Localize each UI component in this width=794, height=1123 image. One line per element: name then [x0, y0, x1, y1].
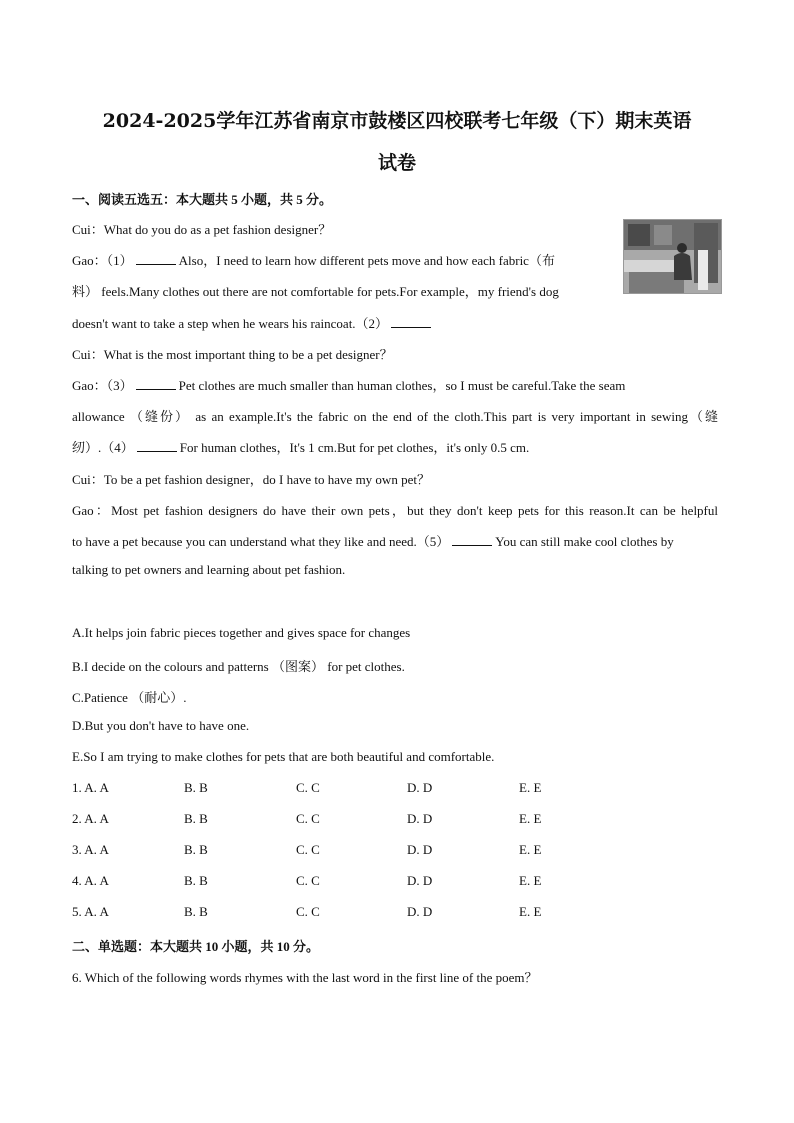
q2-option-e[interactable]: E. E	[519, 811, 542, 826]
dialogue-line-12: talking to pet owners and learning about pet fashion.	[72, 562, 346, 577]
q3-option-c[interactable]: C. C	[296, 842, 320, 857]
blank-5[interactable]	[452, 533, 492, 546]
speaker-blank-1-prefix: Gao：（1）	[72, 253, 133, 268]
dialogue-line-8	[72, 437, 529, 456]
q1-option-e[interactable]: E. E	[519, 780, 542, 795]
blank-3[interactable]	[136, 377, 176, 390]
q3-option-d[interactable]: D. D	[407, 842, 433, 857]
choice-d: D.But you don't have to have one.	[72, 718, 250, 733]
q2-option-d[interactable]: D. D	[407, 811, 433, 826]
q4-option-e[interactable]: E. E	[519, 873, 542, 888]
q5-option-c[interactable]: C. C	[296, 904, 320, 919]
q2-option-a[interactable]: 2. A. A	[72, 811, 109, 826]
designer-photo	[623, 219, 722, 294]
blank-4-prefix: 纫）.（4）	[72, 440, 134, 455]
dialogue-line-2	[72, 250, 555, 269]
dialogue-line-6-text: Pet clothes are much smaller than human clothes，so I must be careful.Take the seam	[178, 378, 626, 393]
dialogue-line-11-tail: You can still make cool clothes by	[495, 534, 674, 549]
q4-option-c[interactable]: C. C	[296, 873, 320, 888]
dialogue-line-6	[72, 375, 625, 394]
q5-option-e[interactable]: E. E	[519, 904, 542, 919]
q4-option-b[interactable]: B. B	[184, 873, 208, 888]
blank-1[interactable]	[136, 252, 176, 265]
question-row-2	[72, 811, 672, 829]
question-6: 6. Which of the following words rhymes with the last word in the first line of the poem？	[72, 970, 538, 985]
q1-option-b[interactable]: B. B	[184, 780, 208, 795]
blank-4[interactable]	[137, 439, 177, 452]
choice-a: A.It helps join fabric pieces together and gives space for changes	[72, 625, 411, 640]
dialogue-line-11-text: to have a pet because you can understand what they like and need.（5）	[72, 534, 450, 549]
question-row-5	[72, 904, 672, 922]
q1-option-a[interactable]: 1. A. A	[72, 780, 109, 795]
q4-option-a[interactable]: 4. A. A	[72, 873, 109, 888]
q1-option-d[interactable]: D. D	[407, 780, 433, 795]
blank-2[interactable]	[391, 315, 431, 328]
q1-option-c[interactable]: C. C	[296, 780, 320, 795]
q3-option-b[interactable]: B. B	[184, 842, 208, 857]
dialogue-line-2-text: Also，I need to learn how different pets move and how each fabric（布	[178, 253, 555, 268]
q2-option-c[interactable]: C. C	[296, 811, 320, 826]
dialogue-line-1: Cui：What do you do as a pet fashion designer？	[72, 222, 332, 237]
dialogue-line-3: 料） feels.Many clothes out there are not comfortable for pets.For example，my friend's dog	[72, 284, 559, 299]
dialogue-line-4-text: doesn't want to take a step when he wears his raincoat.（2）	[72, 316, 389, 331]
document-title-line1: 2024-2025学年江苏省南京市鼓楼区四校联考七年级（下）期末英语	[102, 110, 692, 132]
q5-option-d[interactable]: D. D	[407, 904, 433, 919]
q3-option-a[interactable]: 3. A. A	[72, 842, 109, 857]
dialogue-line-8-text: For human clothes，It's 1 cm.But for pet clothes，it's only 0.5 cm.	[179, 440, 530, 455]
q5-option-b[interactable]: B. B	[184, 904, 208, 919]
speaker-blank-3-prefix: Gao：（3）	[72, 378, 133, 393]
dialogue-line-7: allowance （缝份） as an example.It's the fabric on the end of the cloth.This part is very important in sewing（缝	[72, 409, 718, 424]
choice-c: C.Patience （耐心）.	[72, 690, 187, 705]
section1-heading: 一、阅读五选五：本大题共 5 小题，共 5 分。	[72, 192, 333, 207]
dialogue-line-11	[72, 531, 674, 550]
dialogue-line-4	[72, 313, 434, 332]
choice-e: E.So I am trying to make clothes for pets that are both beautiful and comfortable.	[72, 749, 495, 764]
dialogue-line-9: Cui：To be a pet fashion designer，do I have to have my own pet？	[72, 472, 430, 487]
dialogue-line-10: Gao：Most pet fashion designers do have their own pets，but they don't keep pets for this reason.It can be helpful	[72, 503, 718, 518]
document-title-line2: 试卷	[377, 152, 416, 174]
question-row-3	[72, 842, 672, 860]
section2-heading: 二、单选题：本大题共 10 小题，共 10 分。	[72, 939, 320, 954]
choice-b: B.I decide on the colours and patterns （图案） for pet clothes.	[72, 659, 405, 674]
dialogue-line-5: Cui：What is the most important thing to be a pet designer？	[72, 347, 393, 362]
q5-option-a[interactable]: 5. A. A	[72, 904, 109, 919]
q4-option-d[interactable]: D. D	[407, 873, 433, 888]
question-row-4	[72, 873, 672, 891]
question-row-1	[72, 780, 672, 798]
q2-option-b[interactable]: B. B	[184, 811, 208, 826]
q3-option-e[interactable]: E. E	[519, 842, 542, 857]
